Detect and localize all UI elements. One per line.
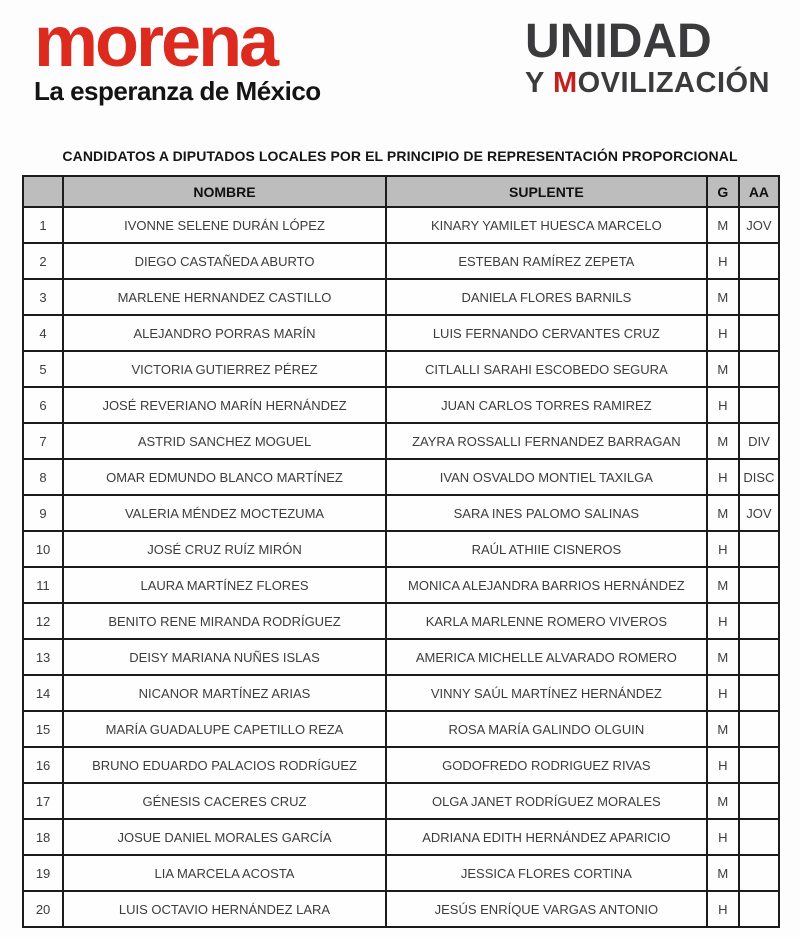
suplente-cell: KARLA MARLENNE ROMERO VIVEROS — [386, 603, 707, 639]
column-header-nombre: NOMBRE — [63, 176, 386, 207]
genero-cell: H — [707, 315, 739, 351]
nombre-cell: MARLENE HERNANDEZ CASTILLO — [63, 279, 386, 315]
genero-cell: M — [707, 351, 739, 387]
candidates-table — [22, 175, 780, 928]
row-number-cell: 19 — [23, 855, 63, 891]
row-number-cell: 6 — [23, 387, 63, 423]
nombre-cell: VICTORIA GUTIERREZ PÉREZ — [63, 351, 386, 387]
nombre-cell: DEISY MARIANA NUÑES ISLAS — [63, 639, 386, 675]
table-header — [23, 176, 779, 207]
table-header-row — [23, 176, 779, 207]
row-number-cell: 13 — [23, 639, 63, 675]
suplente-cell: AMERICA MICHELLE ALVARADO ROMERO — [386, 639, 707, 675]
accion-afirmativa-cell: JOV — [739, 207, 779, 243]
genero-cell: M — [707, 495, 739, 531]
suplente-cell: SARA INES PALOMO SALINAS — [386, 495, 707, 531]
accion-afirmativa-cell — [739, 711, 779, 747]
row-number-cell: 7 — [23, 423, 63, 459]
row-number-cell: 8 — [23, 459, 63, 495]
nombre-cell: NICANOR MARTÍNEZ ARIAS — [63, 675, 386, 711]
table-row — [23, 747, 779, 783]
genero-cell: M — [707, 855, 739, 891]
suplente-cell: DANIELA FLORES BARNILS — [386, 279, 707, 315]
row-number-cell: 4 — [23, 315, 63, 351]
genero-cell: M — [707, 783, 739, 819]
row-number-cell: 11 — [23, 567, 63, 603]
nombre-cell: JOSÉ REVERIANO MARÍN HERNÁNDEZ — [63, 387, 386, 423]
genero-cell: H — [707, 891, 739, 927]
table-row — [23, 711, 779, 747]
nombre-cell: ASTRID SANCHEZ MOGUEL — [63, 423, 386, 459]
table-row — [23, 387, 779, 423]
table-row — [23, 567, 779, 603]
campaign-line2-rest: OVILIZACIÓN — [577, 67, 770, 99]
accion-afirmativa-cell — [739, 351, 779, 387]
nombre-cell: OMAR EDMUNDO BLANCO MARTÍNEZ — [63, 459, 386, 495]
accion-afirmativa-cell: DISC — [739, 459, 779, 495]
table-row — [23, 639, 779, 675]
row-number-cell: 18 — [23, 819, 63, 855]
accion-afirmativa-cell — [739, 279, 779, 315]
accion-afirmativa-cell: DIV — [739, 423, 779, 459]
campaign-line2-highlight: M — [552, 67, 578, 99]
row-number-cell: 20 — [23, 891, 63, 927]
nombre-cell: IVONNE SELENE DURÁN LÓPEZ — [63, 207, 386, 243]
nombre-cell: BRUNO EDUARDO PALACIOS RODRÍGUEZ — [63, 747, 386, 783]
table-row — [23, 315, 779, 351]
table-row — [23, 423, 779, 459]
suplente-cell: MONICA ALEJANDRA BARRIOS HERNÁNDEZ — [386, 567, 707, 603]
row-number-cell: 10 — [23, 531, 63, 567]
genero-cell: H — [707, 243, 739, 279]
suplente-cell: LUIS FERNANDO CERVANTES CRUZ — [386, 315, 707, 351]
row-number-cell: 5 — [23, 351, 63, 387]
accion-afirmativa-cell — [739, 675, 779, 711]
nombre-cell: DIEGO CASTAÑEDA ABURTO — [63, 243, 386, 279]
masthead — [0, 0, 800, 122]
accion-afirmativa-cell — [739, 639, 779, 675]
table-body — [23, 207, 779, 927]
table-row — [23, 855, 779, 891]
row-number-cell: 16 — [23, 747, 63, 783]
table-row — [23, 675, 779, 711]
suplente-cell: CITLALLI SARAHI ESCOBEDO SEGURA — [386, 351, 707, 387]
suplente-cell: ESTEBAN RAMÍREZ ZEPETA — [386, 243, 707, 279]
suplente-cell: JUAN CARLOS TORRES RAMIREZ — [386, 387, 707, 423]
row-number-cell: 17 — [23, 783, 63, 819]
suplente-cell: IVAN OSVALDO MONTIEL TAXILGA — [386, 459, 707, 495]
row-number-cell: 15 — [23, 711, 63, 747]
table-row — [23, 603, 779, 639]
row-number-cell: 14 — [23, 675, 63, 711]
table-row — [23, 351, 779, 387]
genero-cell: H — [707, 819, 739, 855]
nombre-cell: LUIS OCTAVIO HERNÁNDEZ LARA — [63, 891, 386, 927]
accion-afirmativa-cell — [739, 783, 779, 819]
table-row — [23, 207, 779, 243]
nombre-cell: JOSÉ CRUZ RUÍZ MIRÓN — [63, 531, 386, 567]
nombre-cell: ALEJANDRO PORRAS MARÍN — [63, 315, 386, 351]
suplente-cell: GODOFREDO RODRIGUEZ RIVAS — [386, 747, 707, 783]
page-title: CANDIDATOS A DIPUTADOS LOCALES POR EL PRINCIPIO DE REPRESENTACIÓN PROPORCIONAL — [62, 148, 738, 164]
accion-afirmativa-cell — [739, 315, 779, 351]
genero-cell: M — [707, 567, 739, 603]
table-row — [23, 459, 779, 495]
nombre-cell: VALERIA MÉNDEZ MOCTEZUMA — [63, 495, 386, 531]
accion-afirmativa-cell — [739, 855, 779, 891]
campaign-line2 — [525, 69, 770, 98]
row-number-cell: 9 — [23, 495, 63, 531]
genero-cell: H — [707, 747, 739, 783]
accion-afirmativa-cell — [739, 567, 779, 603]
suplente-cell: JESÚS ENRÍQUE VARGAS ANTONIO — [386, 891, 707, 927]
genero-cell: H — [707, 387, 739, 423]
row-number-cell: 1 — [23, 207, 63, 243]
accion-afirmativa-cell: JOV — [739, 495, 779, 531]
column-header-num — [23, 176, 63, 207]
accion-afirmativa-cell — [739, 819, 779, 855]
genero-cell: M — [707, 207, 739, 243]
genero-cell: H — [707, 531, 739, 567]
genero-cell: M — [707, 639, 739, 675]
accion-afirmativa-cell — [739, 243, 779, 279]
genero-cell: M — [707, 711, 739, 747]
accion-afirmativa-cell — [739, 603, 779, 639]
suplente-cell: ZAYRA ROSSALLI FERNANDEZ BARRAGAN — [386, 423, 707, 459]
accion-afirmativa-cell — [739, 891, 779, 927]
suplente-cell: KINARY YAMILET HUESCA MARCELO — [386, 207, 707, 243]
genero-cell: H — [707, 459, 739, 495]
accion-afirmativa-cell — [739, 531, 779, 567]
suplente-cell: JESSICA FLORES CORTINA — [386, 855, 707, 891]
table-row — [23, 531, 779, 567]
accion-afirmativa-cell — [739, 387, 779, 423]
row-number-cell: 12 — [23, 603, 63, 639]
column-header-aa: AA — [739, 176, 779, 207]
genero-cell: M — [707, 279, 739, 315]
morena-wordmark: morena — [34, 2, 277, 82]
table-row — [23, 279, 779, 315]
table-row — [23, 783, 779, 819]
campaign-line1: UNIDAD — [525, 15, 712, 68]
suplente-cell: ROSA MARÍA GALINDO OLGUIN — [386, 711, 707, 747]
table-row — [23, 819, 779, 855]
suplente-cell: OLGA JANET RODRÍGUEZ MORALES — [386, 783, 707, 819]
column-header-suplente: SUPLENTE — [386, 176, 707, 207]
table-row — [23, 243, 779, 279]
accion-afirmativa-cell — [739, 747, 779, 783]
suplente-cell: RAÚL ATHIIE CISNEROS — [386, 531, 707, 567]
morena-logo — [34, 2, 321, 107]
campaign-logo — [525, 8, 770, 98]
nombre-cell: BENITO RENE MIRANDA RODRÍGUEZ — [63, 603, 386, 639]
nombre-cell: LIA MARCELA ACOSTA — [63, 855, 386, 891]
column-header-g: G — [707, 176, 739, 207]
table-row — [23, 891, 779, 927]
suplente-cell: VINNY SAÚL MARTÍNEZ HERNÁNDEZ — [386, 675, 707, 711]
nombre-cell: GÉNESIS CACERES CRUZ — [63, 783, 386, 819]
suplente-cell: ADRIANA EDITH HERNÁNDEZ APARICIO — [386, 819, 707, 855]
morena-tagline: La esperanza de México — [34, 76, 321, 107]
genero-cell: M — [707, 423, 739, 459]
nombre-cell: LAURA MARTÍNEZ FLORES — [63, 567, 386, 603]
row-number-cell: 3 — [23, 279, 63, 315]
campaign-line2-prefix: Y — [525, 67, 553, 99]
genero-cell: H — [707, 603, 739, 639]
genero-cell: H — [707, 675, 739, 711]
table-row — [23, 495, 779, 531]
row-number-cell: 2 — [23, 243, 63, 279]
nombre-cell: JOSUE DANIEL MORALES GARCÍA — [63, 819, 386, 855]
nombre-cell: MARÍA GUADALUPE CAPETILLO REZA — [63, 711, 386, 747]
